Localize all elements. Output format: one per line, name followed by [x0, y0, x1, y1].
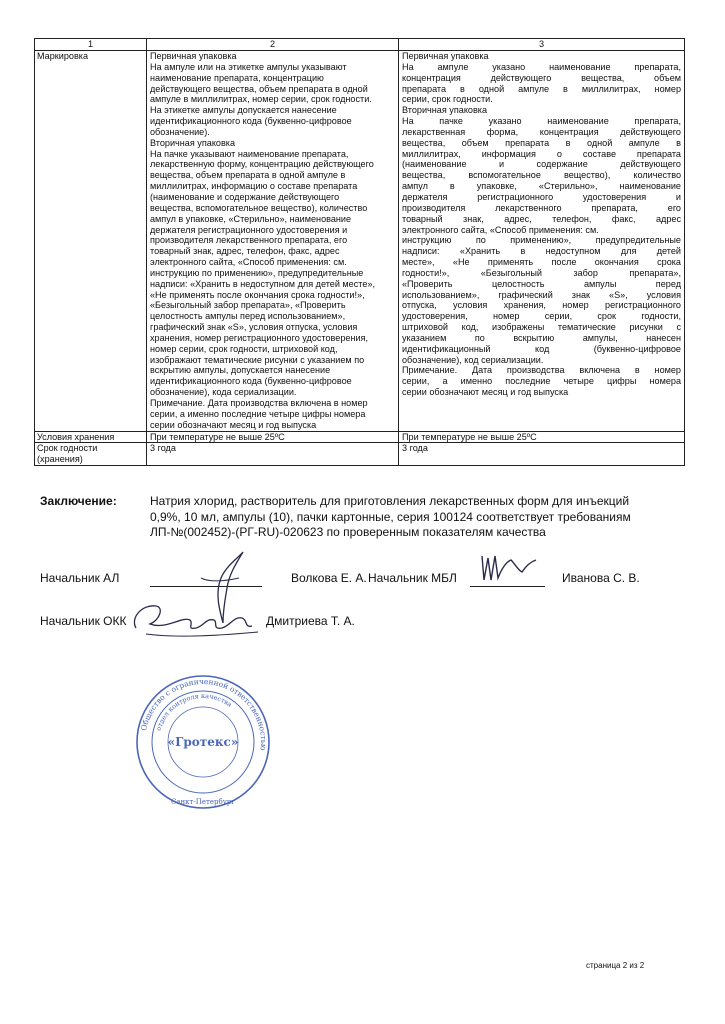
cell-text-line: вещества, объем препарата в одной ампуле в	[402, 137, 681, 148]
conclusion-line: Натрия хлорид, растворитель для приготовления лекарственных форм для инъекций	[150, 494, 630, 508]
cell-text-line: серии обозначают месяц и год выпуска	[402, 387, 569, 398]
cell-text-line: штриховой код, изображены тематические рисунки с	[402, 322, 681, 333]
cell-text-line: целостность ампулы перед использованием»,	[150, 311, 346, 322]
cell-text-line: серии, а именно последние четыре цифры номера	[402, 376, 681, 387]
okk-title: Начальник ОКК	[40, 614, 127, 628]
cell-text-line: указанием по вскрытию ампулы, нанесен	[402, 332, 681, 343]
cell-text-line: Вторичная упаковка	[150, 137, 236, 148]
cell-text-line: ампул в упаковке, «Стерильно», наименование	[402, 181, 681, 192]
stamp-inner-text: отдел контроля качества	[154, 691, 234, 732]
cell-text-line: концентрация действующего вещества, объем	[402, 72, 681, 83]
cell-text-line: лекарственную форму, концентрацию действующего	[150, 159, 374, 170]
mbl-title: Начальник МБЛ	[368, 571, 457, 585]
cell-text-line: «Не применять после окончания срока годности!»,	[150, 289, 365, 300]
cell-text-line: «Проверить целостность ампулы перед	[402, 278, 681, 289]
cell-text-line: лекарственная форма, концентрация действующего	[402, 126, 681, 137]
cell-text-line: серии, срок годности.	[402, 94, 493, 105]
cell-text-line: обозначение), кода сериализации.	[150, 387, 297, 398]
cell-text-line: На ампуле указано наименование препарата,	[402, 61, 681, 72]
header-col-1: 1	[35, 39, 147, 51]
cell-text-line: месте», «Не применять после окончания срока	[402, 257, 681, 268]
mbl-signature-icon	[478, 550, 540, 586]
cell-text-line: Первичная упаковка	[150, 51, 237, 61]
marking-actual-cell	[399, 51, 685, 432]
marking-requirement-cell	[147, 51, 399, 432]
cell-text-line: идентификационного кода (буквенно-цифровое	[150, 376, 352, 387]
table-row-storage	[35, 431, 685, 443]
stamp-city-text: Санкт-Петербург	[170, 798, 236, 806]
cell-text-line: наименование препарата, концентрацию	[150, 72, 324, 83]
spec-table	[34, 38, 685, 466]
cell-text-line: товарный знак, адрес, телефон, факс, адрес	[150, 246, 340, 257]
cell-text-line: отпуска, условия хранения, номер регистрационного	[402, 300, 681, 311]
cell-text-line: На ампуле или на этикетке ампулы указывают	[150, 61, 347, 72]
marking-label: Маркировка	[35, 51, 147, 432]
cell-text-line: электронного сайта, «Способ применения: см.	[150, 257, 347, 268]
header-col-2: 2	[147, 39, 399, 51]
cell-text-line: серии, а именно последние четыре цифры номера	[150, 408, 366, 419]
table-row-shelf-life	[35, 443, 685, 466]
header-col-3: 3	[399, 39, 685, 51]
storage-actual: При температуре не выше 25ºС	[399, 431, 685, 443]
cell-text-line: На этикетке ампулы допускается нанесение	[150, 105, 337, 116]
cell-text-line: идентификационный код (буквенно-цифровое	[402, 343, 681, 354]
cell-text-line: годности!», «Безыгольный забор препарата»,	[402, 267, 681, 278]
cell-text-line: миллилитрах, информация о составе препарата	[402, 148, 681, 159]
stamp-outer-text: Общество с ограниченной ответственностью	[139, 676, 269, 751]
okk-name: Дмитриева Т. А.	[266, 614, 355, 628]
conclusion-text	[150, 494, 660, 541]
cell-text-line: действующего вещества, объем препарата в одной	[150, 83, 368, 94]
stamp-center-text: «Гротекс»	[167, 735, 239, 749]
cell-text-line: хранения, номер регистрационного удостоверения,	[150, 332, 369, 343]
cell-text-line: «Безыгольный забор препарата», «Проверить	[150, 300, 346, 311]
al-name: Волкова Е. А.	[291, 571, 367, 585]
mbl-signature-line	[470, 586, 545, 587]
cell-text-line: Первичная упаковка	[402, 51, 489, 61]
cell-text-line: использованием», графический знак «S», условия	[402, 289, 681, 300]
cell-text-line: товарный знак, адрес, телефон, факс, адрес	[402, 213, 681, 224]
cell-text-line: изображают тематические рисунки с указанием по	[150, 354, 365, 365]
cell-text-line: На пачке указывают наименование препарата,	[150, 148, 349, 159]
cell-text-line: ампул в упаковке, «Стерильно», наименование	[150, 213, 352, 224]
cell-text-line: вскрытию ампулы, допускается нанесение	[150, 365, 331, 376]
cell-text-line: вещества, вспомогательное вещество), количество	[150, 202, 368, 213]
cell-text-line: вещества, объем препарата в одной ампуле в	[150, 170, 346, 181]
al-title: Начальник АЛ	[40, 571, 120, 585]
conclusion-line: 0,9%, 10 мл, ампулы (10), пачки картонные, серия 100124 соответствует требованиям	[150, 509, 631, 524]
cell-text-line: ампуле в миллилитрах, номер серии, срок годности.	[150, 94, 372, 105]
cell-text-line: инструкцию по применению», предупредительные	[150, 267, 364, 278]
storage-label: Условия хранения	[35, 431, 147, 443]
cell-text-line: надписи: «Хранить в недоступном для детей	[402, 246, 681, 257]
cell-text-line: обозначение), код сериализации.	[402, 354, 544, 365]
conclusion-line: ЛП-№(002452)-(РГ-RU)-020623 по проверенным показателям качества	[150, 525, 546, 539]
cell-text-line: производителя лекарственного препарата, его	[150, 235, 348, 246]
cell-text-line: серии обозначают месяц и год выпуска	[150, 419, 317, 430]
shelf-life-requirement: 3 года	[147, 443, 399, 466]
shelf-life-actual: 3 года	[399, 443, 685, 466]
page-number: страница 2 из 2	[586, 961, 645, 970]
cell-text-line: миллилитрах, информацию о составе препарата	[150, 181, 358, 192]
cell-text-line: (наименование и содержание действующего	[150, 191, 340, 202]
cell-text-line: обозначение).	[150, 126, 210, 137]
cell-text-line: держателя регистрационного удостоверения и	[150, 224, 348, 235]
cell-text-line: производителя лекарственного препарата, его	[402, 202, 681, 213]
table-header-row	[35, 39, 685, 51]
cell-text-line: Примечание. Дата производства включена в номер	[402, 365, 681, 376]
cell-text-line: электронного сайта, «Способ применения: см.	[402, 224, 599, 235]
conclusion-label: Заключение:	[40, 494, 117, 508]
okk-signature-icon	[126, 594, 266, 644]
cell-text-line: На пачке указано наименование препарата,	[402, 116, 681, 127]
cell-text-line: (наименование и содержание действующего	[402, 159, 681, 170]
storage-requirement: При температуре не выше 25ºС	[147, 431, 399, 443]
cell-text-line: препарата в одной ампуле в миллилитрах, номер	[402, 83, 681, 94]
cell-text-line: Вторичная упаковка	[402, 105, 488, 116]
cell-text-line: удостоверения, номер серии, срок годности,	[402, 311, 681, 322]
table-row-marking	[35, 51, 685, 432]
mbl-name: Иванова С. В.	[562, 571, 640, 585]
cell-text-line: графический знак «S», условия отпуска, условия	[150, 322, 358, 333]
cell-text-line: держателя регистрационного удостоверения и	[402, 191, 681, 202]
shelf-life-label: Срок годности (хранения)	[35, 443, 147, 466]
cell-text-line: надписи: «Хранить в недоступном для детей месте»,	[150, 278, 375, 289]
cell-text-line: инструкцию по применению», предупредительные	[402, 235, 681, 246]
company-stamp-icon	[133, 672, 273, 812]
cell-text-line: идентификационного кода (буквенно-цифровое	[150, 116, 352, 127]
cell-text-line: Примечание. Дата производства включена в номер	[150, 398, 368, 408]
cell-text-line: номер серии, срок годности, штриховой код,	[150, 343, 338, 354]
cell-text-line: вещества, вспомогательное вещество), количество	[402, 170, 681, 181]
